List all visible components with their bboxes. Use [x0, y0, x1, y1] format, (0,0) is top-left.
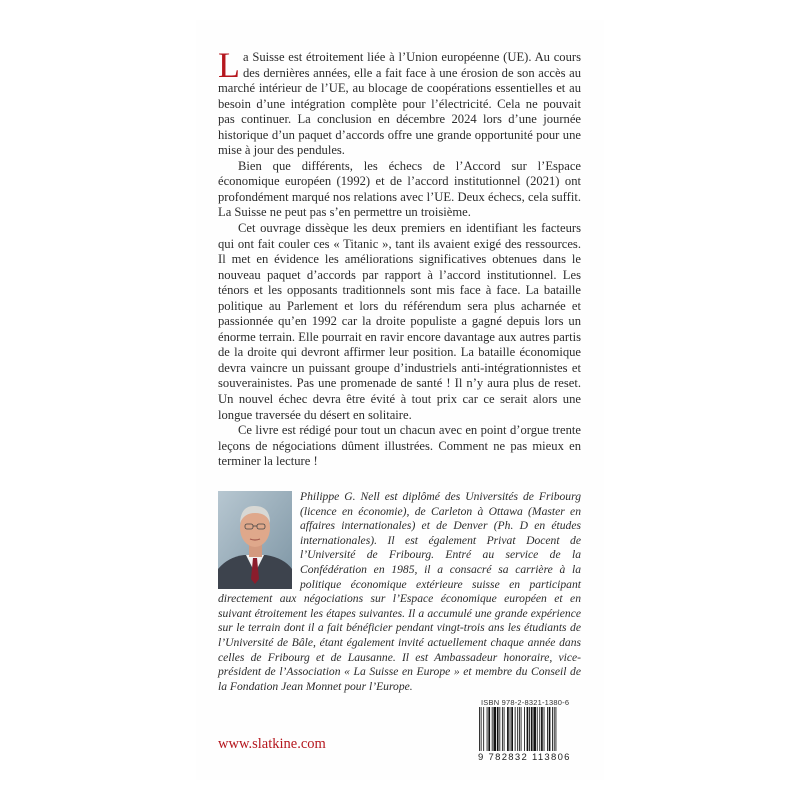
author-bio — [218, 490, 581, 694]
barcode-digits: 9 782832 113806 — [478, 752, 571, 763]
publisher-website: www.slatkine.com — [218, 736, 326, 752]
paragraph-1-text: a Suisse est étroitement liée à l’Union européenne (UE). Au cours des dernières années, elle a fait face à une érosion de son accès au marché intérieur de l’UE, au blocage de coopérations essentielles et au besoin d’une intégration complète pour l’électricité. Cela ne pouvait pas continuer. La conclusion en décembre 2024 lors d’une journée historique d’un paquet d’accords offre une grande opportunité pour une mise à jour des pendules. — [218, 50, 581, 158]
drop-cap: L — [218, 45, 240, 85]
blurb-text — [218, 45, 581, 470]
isbn-label: ISBN 978-2-8321-1380-6 — [481, 698, 570, 707]
blurb-paragraph-3: Cet ouvrage dissèque les deux premiers en identifiant les facteurs qui ont fait couler ces « Titanic », tant ils avaient exigé des ressources. Il met en évidence les améliorations significatives obtenues dans le nouveau paquet d’accords par rapport à l’accord institutionnel. Les ténors et les opposants traditionnels sont mis face à face. La bataille politique au Parlement et lors du référendum sera plus acharnée et passionnée qu’en 1992 car la droite populiste a gagné depuis lors un énorme terrain. Elle pourrait en ravir encore davantage aux autres partis de la droite qui devront affirmer leur position. La bataille économique devra vaincre un puissant groupe d’industriels anti-intégrationnistes et souverainistes. Pas une promenade de santé ! Il n’y aura plus de reset. Un nouvel échec devra être évité à tout prix car ce serait alors une longue traversée du désert en solitaire. — [218, 221, 581, 422]
barcode — [477, 707, 582, 757]
blurb-paragraph-1 — [218, 45, 581, 159]
author-bio-text: Philippe G. Nell est diplômé des Universités de Fribourg (licence en économie), de Carleton à Ottawa (Master en affaires internationales) et de Denver (Ph. D en études internationales). Il est également Privat Docent de l’Université de Fribourg. Entré au service de la Confédération en 1985, il a consacré sa carrière à la politique économique extérieure suisse en participant directement aux négociations sur l’Espace économique européen et en suivant étroitement les étapes suivantes. Il a accumulé une grande expérience sur le terrain dont il a fait bénéficier pendant vingt-trois ans les étudiants de l’Université de Bâle, étant également invité actuellement chaque année dans celles de Fribourg et de Lausanne. Il est Ambassadeur honoraire, vice-président de l’Association « La Suisse en Europe » et membre du Conseil de la Fondation Jean Monnet pour l’Europe. — [218, 490, 581, 693]
blurb-paragraph-4: Ce livre est rédigé pour tout un chacun avec en point d’orgue trente leçons de négociations dûment illustrées. Comment ne pas mieux en terminer la lecture ! — [218, 423, 581, 469]
blurb-paragraph-2: Bien que différents, les échecs de l’Accord sur l’Espace économique européen (1992) et de l’accord institutionnel (2021) ont profondément marqué nos relations avec l’UE. Deux échecs, cela suffit. La Suisse ne peut pas s’en permettre un troisième. — [218, 158, 581, 220]
photo-spacer — [218, 490, 300, 590]
